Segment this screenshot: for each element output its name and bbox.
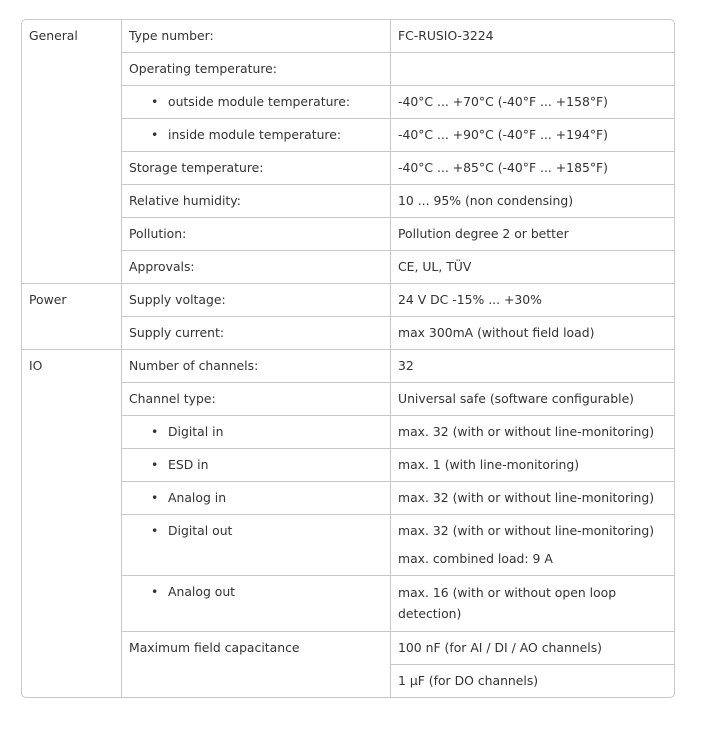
row-label-bulleted [122, 576, 391, 632]
row-label: Storage temperature: [122, 152, 391, 185]
row-label: Supply current: [122, 317, 391, 350]
row-value: Universal safe (software configurable) [391, 383, 674, 416]
row-label-bulleted [122, 515, 391, 576]
bullet-icon: • [151, 523, 159, 538]
row-value-secondary: max. combined load: 9 A [398, 551, 553, 566]
row-label: Operating temperature: [122, 53, 391, 86]
row-label: Relative humidity: [122, 185, 391, 218]
specifications-table [21, 19, 675, 698]
row-label: Maximum field capacitance [122, 632, 391, 697]
row-value: max. 32 (with or without line-monitoring) [398, 523, 655, 538]
row-value: max. 32 (with or without line-monitoring) [391, 416, 674, 449]
row-label: Approvals: [122, 251, 391, 284]
row-label: Number of channels: [122, 350, 391, 383]
bullet-icon: • [151, 424, 159, 439]
bullet-icon: • [151, 490, 159, 505]
bullet-icon: • [151, 127, 159, 142]
row-value: 32 [391, 350, 674, 383]
row-label-bulleted [122, 449, 391, 482]
table-row [22, 350, 674, 383]
row-value-secondary: 1 µF (for DO channels) [398, 673, 539, 688]
bullet-icon: • [151, 457, 159, 472]
table-row [22, 20, 674, 53]
row-value: 100 nF (for AI / DI / AO channels) [391, 632, 674, 665]
row-label: Pollution: [122, 218, 391, 251]
category-io: IO [22, 350, 122, 697]
row-value: -40°C ... +70°C (-40°F ... +158°F) [391, 86, 674, 119]
table-row [22, 284, 674, 317]
row-value: -40°C ... +85°C (-40°F ... +185°F) [391, 152, 674, 185]
row-value: max. 1 (with line-monitoring) [391, 449, 674, 482]
row-label: Channel type: [122, 383, 391, 416]
bullet-text: outside module temperature: [168, 94, 351, 109]
category-general: General [22, 20, 122, 284]
category-power: Power [22, 284, 122, 350]
bullet-text: ESD in [168, 457, 209, 472]
row-value: max 300mA (without field load) [391, 317, 674, 350]
row-value: max. 32 (with or without line-monitoring) [391, 482, 674, 515]
row-label-bulleted [122, 86, 391, 119]
row-label-bulleted [122, 119, 391, 152]
row-label-bulleted [122, 416, 391, 449]
row-value: 24 V DC -15% ... +30% [391, 284, 674, 317]
bullet-text: Analog in [168, 490, 227, 505]
row-value-multi [391, 515, 674, 576]
row-value: Pollution degree 2 or better [391, 218, 674, 251]
bullet-text: inside module temperature: [168, 127, 342, 142]
row-value: FC-RUSIO-3224 [391, 20, 674, 53]
row-value: 10 ... 95% (non condensing) [391, 185, 674, 218]
row-value: -40°C ... +90°C (-40°F ... +194°F) [391, 119, 674, 152]
bullet-text: Digital out [168, 523, 233, 538]
row-value [391, 53, 674, 86]
bullet-icon: • [151, 584, 159, 599]
spec-table-container [21, 19, 673, 698]
row-label-bulleted [122, 482, 391, 515]
row-value-multi [391, 632, 674, 697]
bullet-text: Digital in [168, 424, 224, 439]
row-label: Supply voltage: [122, 284, 391, 317]
bullet-text: Analog out [168, 584, 236, 599]
row-label: Type number: [122, 20, 391, 53]
row-value: CE, UL, TÜV [391, 251, 674, 284]
bullet-icon: • [151, 94, 159, 109]
row-value: max. 16 (with or without open loop detection) [391, 576, 674, 632]
